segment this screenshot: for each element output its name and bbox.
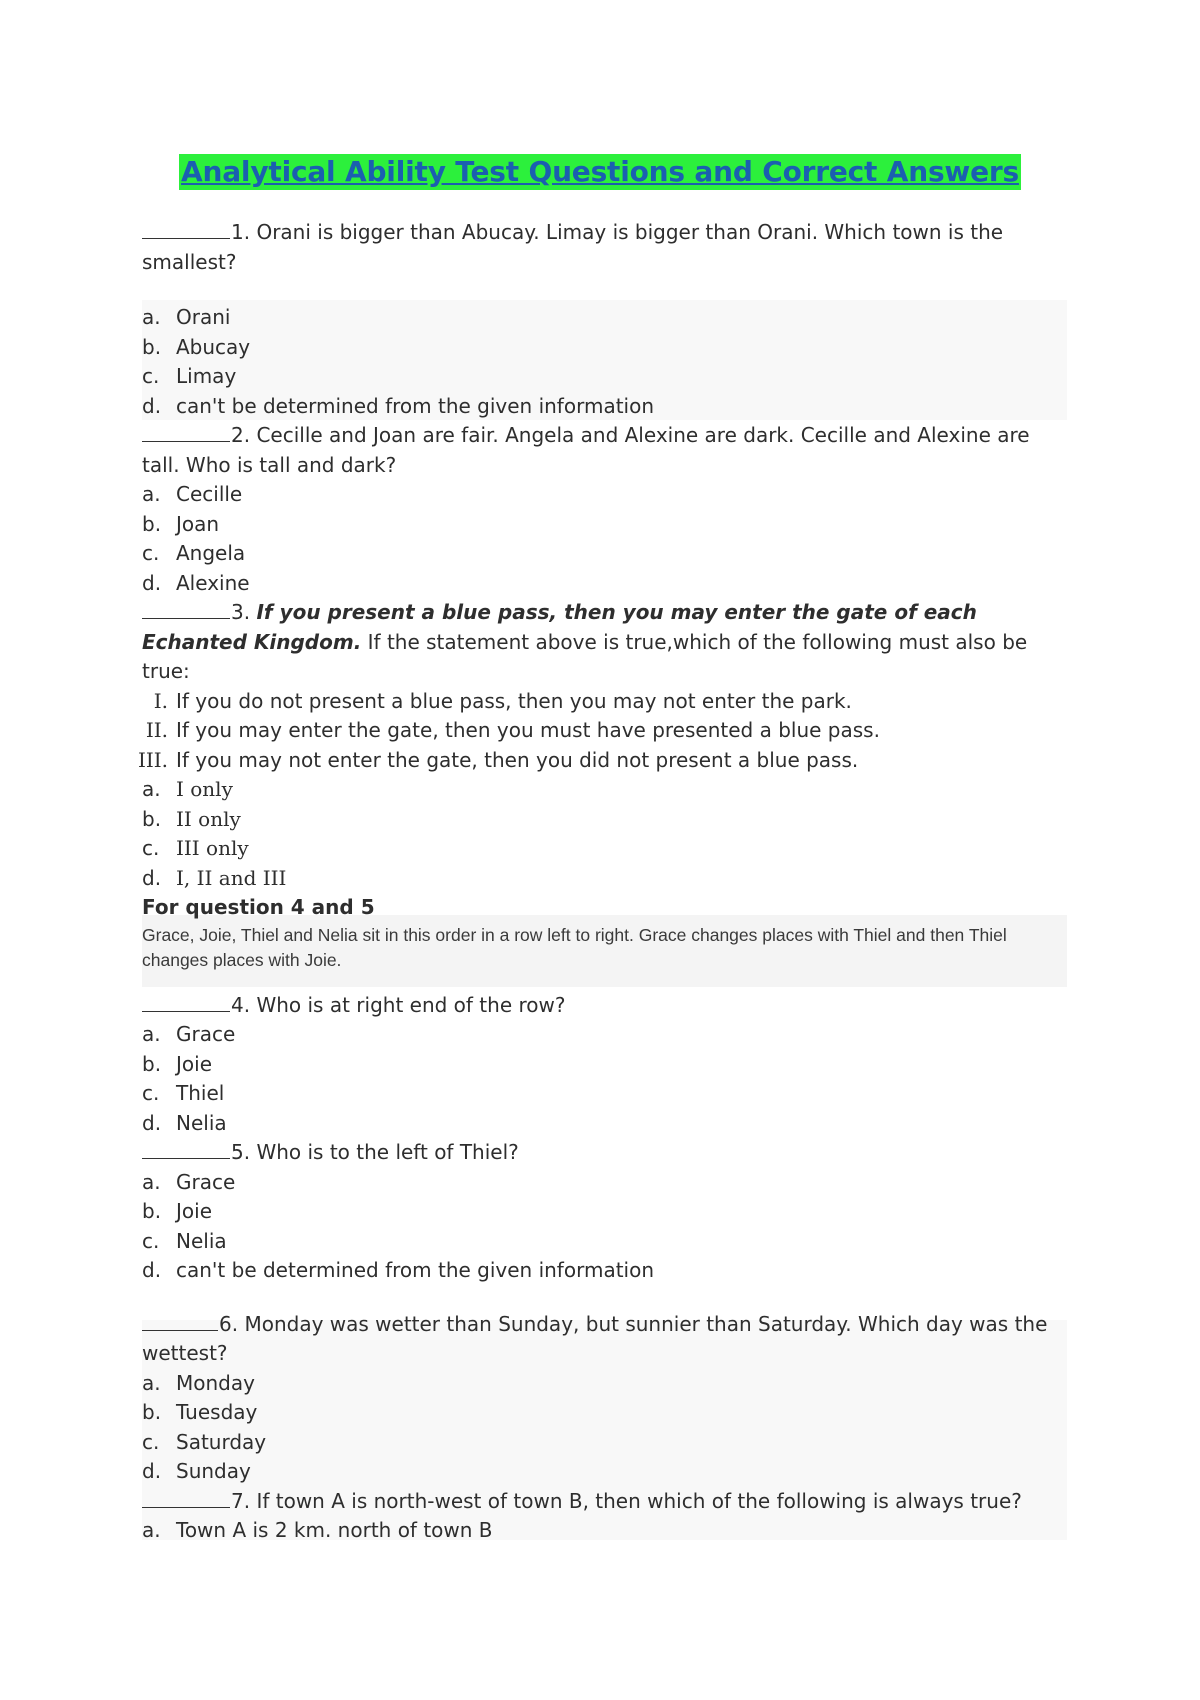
option <box>142 1516 1062 1546</box>
group-passage: Grace, Joie, Thiel and Nelia sit in this order in a row left to right. Grace changes places with Thiel and then Thiel changes places with Joie. <box>142 924 1007 970</box>
option-letter: d. <box>142 1459 162 1483</box>
option-letter: c. <box>142 1228 160 1253</box>
page-title: Analytical Ability Test Questions and Correct Answers <box>181 155 1019 188</box>
question-number: 4. <box>231 992 251 1017</box>
question-number: 7. <box>231 1488 251 1513</box>
option-letter: c. <box>142 364 160 388</box>
option-text: Saturday <box>176 1429 267 1454</box>
option-text: Angela <box>176 541 246 565</box>
option <box>142 1168 1062 1198</box>
group-heading: For question 4 and 5 <box>142 895 375 919</box>
option <box>142 864 1062 894</box>
option-letter: d. <box>142 1258 162 1282</box>
question-text: Who is to the left of Thiel? <box>256 1140 519 1164</box>
option-text: Orani <box>176 305 231 329</box>
option-letter: a. <box>142 1169 161 1194</box>
question-text: Cecille and Joan are fair. Angela and Alexine are dark. Cecille and Alexine are tall. Who is tall and dark? <box>142 423 1030 477</box>
option <box>142 1050 1062 1080</box>
option-letter: c. <box>142 1081 160 1105</box>
answer-blank <box>142 1139 230 1159</box>
option <box>142 1020 1062 1050</box>
option <box>142 1457 1062 1487</box>
option-letter: b. <box>142 1199 162 1223</box>
question-3 <box>142 598 1062 687</box>
option <box>142 392 1062 422</box>
option <box>142 775 1062 805</box>
option <box>142 569 1062 599</box>
option-letter: d. <box>142 1110 162 1135</box>
statement <box>137 746 1062 776</box>
question-text: Who is at right end of the row? <box>256 992 566 1017</box>
statement-numeral: III. <box>137 747 168 772</box>
question-5 <box>142 1138 1062 1168</box>
statement <box>142 687 1062 717</box>
option <box>142 805 1062 835</box>
title-wrap <box>0 154 1200 190</box>
option-letter: a. <box>142 482 161 506</box>
statement-numeral: II. <box>145 718 168 742</box>
option-letter: a. <box>142 1370 161 1395</box>
option-text: Sunday <box>176 1459 251 1483</box>
answer-blank <box>142 1311 218 1331</box>
option-text: Alexine <box>176 570 250 595</box>
answer-blank <box>142 1488 230 1508</box>
option-letter: a. <box>142 305 161 329</box>
option-text: Nelia <box>176 1228 227 1253</box>
option-text: Tuesday <box>176 1400 258 1424</box>
question-2 <box>142 421 1062 480</box>
option <box>142 1197 1062 1227</box>
option-text: Joan <box>176 511 220 536</box>
answer-blank <box>142 992 230 1012</box>
question-1 <box>142 218 1062 277</box>
option <box>142 1398 1062 1428</box>
statement-numeral: I. <box>153 688 168 713</box>
option-text: Nelia <box>176 1110 227 1135</box>
question-number: 3. <box>231 600 251 624</box>
option-text: Grace <box>176 1169 236 1194</box>
option-text: can't be determined from the given information <box>176 393 655 418</box>
question-text: If the statement above is true,which of the following must also be true: <box>142 629 1028 683</box>
document-body <box>137 218 1062 1546</box>
option-letter: c. <box>142 1429 160 1454</box>
option <box>142 1079 1062 1109</box>
question-number: 1. <box>231 220 251 244</box>
option-text: can't be determined from the given information <box>176 1258 655 1282</box>
option-text: Thiel <box>176 1081 225 1105</box>
answer-blank <box>142 219 230 239</box>
option-letter: b. <box>142 334 162 359</box>
option <box>142 510 1062 540</box>
question-text: Orani is bigger than Abucay. Limay is bigger than Orani. Which town is the smallest? <box>142 220 1004 274</box>
option <box>142 1227 1062 1257</box>
option-letter: d. <box>142 570 162 595</box>
option-letter: a. <box>142 1518 161 1542</box>
question-6 <box>142 1310 1062 1369</box>
statement-text: If you do not present a blue pass, then you may not enter the park. <box>176 688 852 713</box>
option-letter: c. <box>142 836 160 860</box>
question-number: 2. <box>231 423 251 447</box>
option-text: Abucay <box>176 334 251 359</box>
option <box>142 480 1062 510</box>
option-text: Monday <box>176 1370 255 1395</box>
option-text: Joie <box>176 1051 212 1076</box>
question-number: 6. <box>219 1311 239 1336</box>
option-text: Grace <box>176 1022 236 1046</box>
option <box>142 834 1062 864</box>
option <box>142 362 1062 392</box>
option <box>142 333 1062 363</box>
option-letter: b. <box>142 1400 162 1424</box>
option-letter: d. <box>142 865 162 890</box>
option-letter: b. <box>142 806 162 831</box>
option-letter: b. <box>142 511 162 536</box>
question-text: If town A is north-west of town B, then which of the following is always true? <box>256 1488 1022 1513</box>
option-letter: d. <box>142 393 162 418</box>
option-letter: c. <box>142 541 160 565</box>
question-number: 5. <box>231 1140 251 1164</box>
option <box>142 303 1062 333</box>
option-text: II only <box>176 806 241 831</box>
statement-text: If you may not enter the gate, then you did not present a blue pass. <box>176 747 859 772</box>
answer-blank <box>142 599 230 619</box>
option-text: I only <box>176 777 233 801</box>
option <box>142 1256 1062 1286</box>
statement <box>142 716 1062 746</box>
option-letter: a. <box>142 777 161 801</box>
option-letter: a. <box>142 1022 161 1046</box>
option <box>142 539 1062 569</box>
option-text: Joie <box>176 1199 212 1223</box>
option-text: III only <box>176 836 249 860</box>
option-letter: b. <box>142 1051 162 1076</box>
question-text: Monday was wetter than Sunday, but sunnier than Saturday. Which day was the wettest? <box>142 1311 1048 1365</box>
option <box>142 1428 1062 1458</box>
statement-text: If you may enter the gate, then you must have presented a blue pass. <box>176 718 880 742</box>
option-text: Town A is 2 km. north of town B <box>176 1518 493 1542</box>
option-text: Cecille <box>176 482 243 506</box>
option <box>142 1369 1062 1399</box>
answer-blank <box>142 422 230 442</box>
question-7 <box>142 1487 1062 1517</box>
option <box>142 1109 1062 1139</box>
question-emphasis: If you present a blue pass, then you may enter the gate of each Echanted Kingdom. <box>142 600 977 654</box>
question-4 <box>142 991 1062 1021</box>
option-text: Limay <box>176 364 237 388</box>
option-text: I, II and III <box>176 865 287 890</box>
